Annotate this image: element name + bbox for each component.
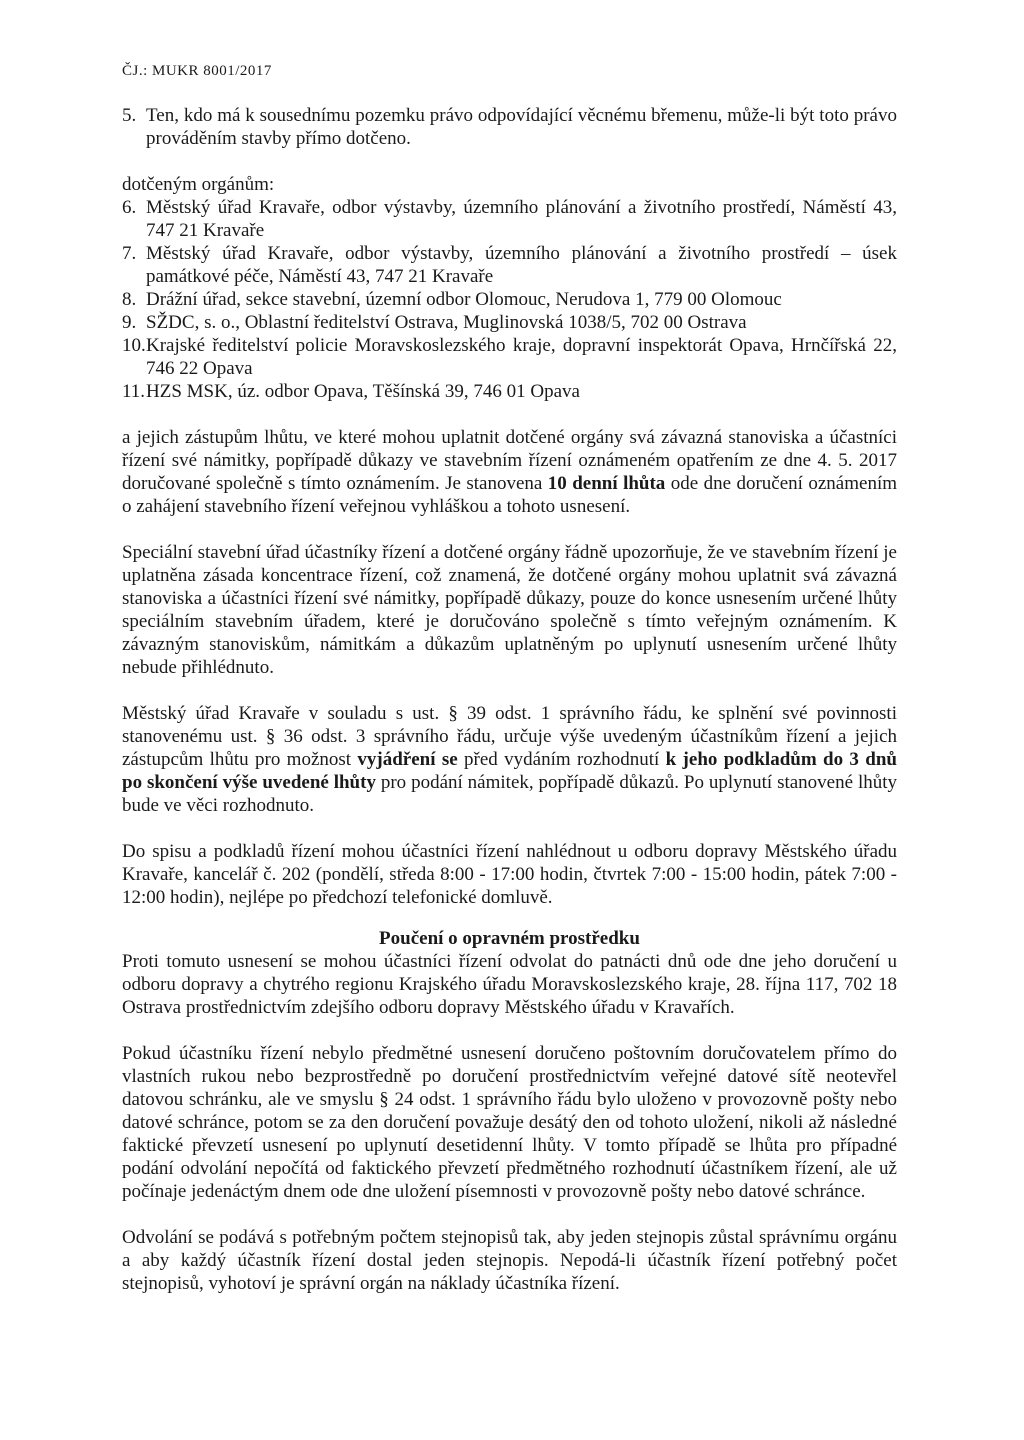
deadline-emphasis: 10 denní lhůta — [547, 473, 666, 494]
deadline-paragraph — [122, 426, 897, 518]
copies-paragraph: Odvolání se podává s potřebným počtem stejnopisů tak, aby jeden stejnopis zůstal správnímu orgánu a aby každý účastník řízení dostal jeden stejnopis. Nepodá-li účastník řízení potřebný počet stejnopisů, vyhotoví je správní orgán na náklady účastníka řízení. — [122, 1227, 897, 1294]
list-item-text: Ten, kdo má k sousednímu pozemku právo odpovídající věcnému břemenu, může-li být toto právo prováděním stavby přímo dotčeno. — [146, 105, 897, 149]
list-item — [122, 242, 897, 288]
text-span: pro podání námitek, popřípadě důkazů. Po uplynutí stanovené lhůty bude ve věci rozhodnuto. — [122, 772, 898, 816]
list-item-text: Městský úřad Kravaře, odbor výstavby, územního plánování a životního prostředí – úsek památkové péče, Náměstí 43, 747 21 Kravaře — [146, 243, 897, 287]
statement-emphasis: vyjádření se — [357, 749, 458, 770]
reference-number: ČJ.: MUKR 8001/2017 — [122, 63, 272, 79]
appeal-paragraph: Proti tomuto usnesení se mohou účastníci řízení odvolat do patnácti dnů ode dne jeho doručení u odboru dopravy a chytrého regionu Krajského úřadu Moravskoslezského kraje, 28. října 117, 702 18 Ostrava prostřednictvím zdejšího odboru dopravy Městského úřadu v Kravařích. — [122, 951, 897, 1018]
list-item — [122, 104, 897, 150]
list-item-number: 10. — [122, 335, 146, 356]
list-item — [122, 196, 897, 242]
inspection-paragraph: Do spisu a podkladů řízení mohou účastníci řízení nahlédnout u odboru dopravy Městského úřadu Kravaře, kancelář č. 202 (pondělí, středa 8:00 - 17:00 hodin, čtvrtek 7:00 - 15:00 hodin, pátek 7:00 - 12:00 hodin), nejlépe po předchozí telefonické domluvě. — [122, 841, 897, 908]
list-item-text: HZS MSK, úz. odbor Opava, Těšínská 39, 746 01 Opava — [146, 381, 580, 402]
list-item-text: Krajské ředitelství policie Moravskoslezského kraje, dopravní inspektorát Opava, Hrnčířská 22, 746 22 Opava — [146, 335, 897, 379]
list-item — [122, 334, 897, 380]
document-body — [122, 104, 897, 1295]
delivery-paragraph: Pokud účastníku řízení nebylo předmětné usnesení doručeno poštovním doručovatelem přímo do vlastních rukou nebo bezprostředně po doručení prostřednictvím veřejné datové sítě neotevřel datovou schránku, ale ve smyslu § 24 odst. 1 správního řádu bylo uloženo v provozovně pošty nebo datové schránce, potom se za den doručení považuje desátý den od tohoto uložení, nikoli až následné faktické převzetí usnesení po uplynutí desetidenní lhůty. V tomto případě se lhůta pro případné podání odvolání nepočítá od faktického převzetí předmětného rozhodnutí účastníkem řízení, ale už počínaje jedenáctým dnem ode dne uložení písemnosti v provozovně pošty nebo datové schránce. — [122, 1043, 897, 1202]
list-item-number: 8. — [122, 289, 137, 310]
list-item-text: Městský úřad Kravaře, odbor výstavby, územního plánování a životního prostředí, Náměstí 43, 747 21 Kravaře — [146, 197, 897, 241]
list-item — [122, 380, 897, 403]
list-item-number: 5. — [122, 105, 137, 126]
authorities-heading: dotčeným orgánům: — [122, 174, 275, 195]
list-item-text: Drážní úřad, sekce stavební, územní odbor Olomouc, Nerudova 1, 779 00 Olomouc — [146, 289, 782, 310]
list-item — [122, 288, 897, 311]
list-item-number: 11. — [122, 381, 146, 402]
list-item-number: 6. — [122, 197, 137, 218]
participants-list — [122, 104, 897, 150]
text-span: a jejich zástupům lhůtu, ve které mohou uplatnit dotčené orgány svá závazná stanoviska a účastníci řízení své námitky, popřípadě důkazy ve stavebním řízení oznámeném opatřením ze dne 4. 5. 2017 doručované společně s tímto oznámením. Je stanovena — [122, 427, 897, 494]
documents-emphasis: k jeho podkladům do 3 dnů po skončení výše uvedené lhůty — [122, 749, 897, 793]
statement-paragraph — [122, 702, 897, 817]
list-item-number: 7. — [122, 243, 137, 264]
text-span: před vydáním rozhodnutí — [457, 749, 666, 770]
text-span: ode dne doručení oznámením o zahájení stavebního řízení veřejnou vyhláškou a tohoto usnesení. — [122, 473, 897, 517]
concentration-paragraph: Speciální stavební úřad účastníky řízení a dotčené orgány řádně upozorňuje, že ve stavebním řízení je uplatněna zásada koncentrace řízení, což znamená, že dotčené orgány mohou uplatnit svá závazná stanoviska a účastníci řízení své námitky, popřípadě důkazy, pouze do konce usnesením určené lhůty speciálním stavebním úřadem, které je doručováno společně s tímto veřejným oznámením. K závazným stanoviskům, námitkám a důkazům uplatněným po uplynutí usnesením určené lhůty nebude přihlédnuto. — [122, 542, 897, 678]
list-item-number: 9. — [122, 312, 137, 333]
list-item-text: SŽDC, s. o., Oblastní ředitelství Ostrava, Muglinovská 1038/5, 702 00 Ostrava — [146, 312, 747, 333]
appeal-heading: Poučení o opravném prostředku — [379, 928, 640, 949]
authorities-list — [122, 196, 897, 403]
list-item — [122, 311, 897, 334]
text-span: Městský úřad Kravaře v souladu s ust. § 39 odst. 1 správního řádu, ke splnění své povinnosti stanovenému ust. § 36 odst. 3 správního řádu, určuje výše uvedeným účastníkům řízení a jejich zástupcům lhůtu pro možnost — [122, 703, 897, 770]
